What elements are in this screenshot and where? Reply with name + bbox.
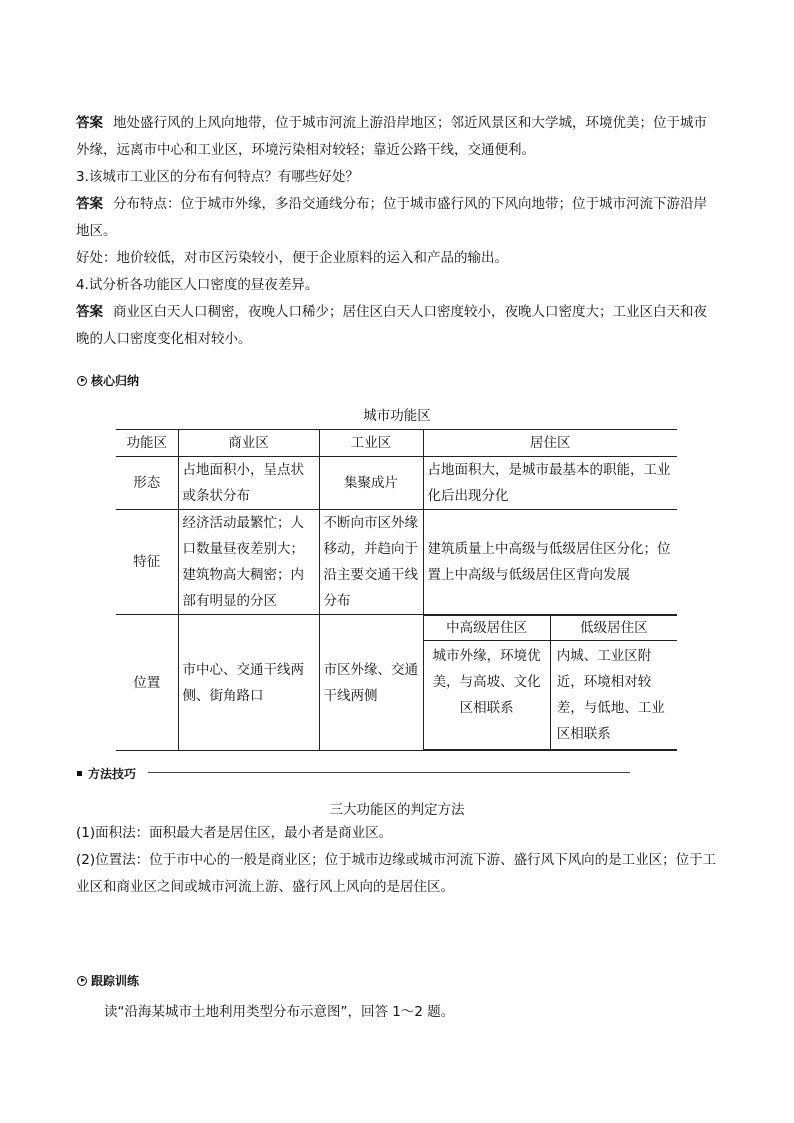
method-heading [77,765,136,782]
answer-3 [76,191,720,245]
table-row-form [116,457,677,510]
answer-4-text: 商业区白天人口稠密，夜晚人口稀少；居住区白天人口密度较小，夜晚人口密度大；工业区白天和夜晚的人口密度变化相对较小。 [76,304,707,347]
table-header-row [116,430,677,457]
answer-2-text: 地处盛行风的上风向地带，位于城市河流上游沿岸地区；邻近风景区和大学城，环境优美；位于城市外缘，远离市中心和工业区，环境污染相对较轻；靠近公路干线，交通便利。 [76,115,707,158]
core-summary-heading [77,372,139,389]
method-heading-label: 方法技巧 [88,767,137,781]
cell-feature-industrial: 不断向市区外缘移动，并趋向于沿主要交通干线分布 [319,510,423,615]
header-industrial: 工业区 [319,430,423,457]
cell-location-commercial: 市中心、交通干线两侧、街角路口 [178,615,319,751]
mid-high-residential-title: 中高级居住区 [424,616,551,641]
row-label-form: 形态 [116,457,178,510]
question-4: 4.试分析各功能区人口密度的昼夜差异。 [76,277,319,293]
header-zone: 功能区 [116,430,178,457]
answer-label: 答案 [76,304,103,320]
play-circle-icon [77,976,87,986]
row-label-feature: 特征 [116,510,178,615]
practice-intro: 读“沿海某城市土地利用类型分布示意图”，回答 1～2 题。 [104,1004,455,1020]
cell-feature-residential: 建筑质量上中高级与低级居住区分化；位置上中高级与低级居住区背向发展 [423,510,677,615]
cell-location-residential [423,615,677,751]
answer-3-text: 分布特点：位于城市外缘，多沿交通线分布；位于城市盛行风的下风向地带；位于城市河流下游沿岸地区。 [76,196,707,239]
table-title: 城市功能区 [363,408,431,424]
practice-heading-label: 跟踪训练 [91,974,140,988]
answer-4 [76,299,720,353]
answer-3-benefit: 好处：地价较低，对市区污染较小，便于企业原料的运入和产品的输出。 [76,250,508,266]
answer-2 [76,110,720,164]
row-label-location: 位置 [116,615,178,751]
table-row-location [116,615,677,751]
answer-label: 答案 [76,196,103,212]
answer-label: 答案 [76,115,103,131]
practice-heading [77,972,139,989]
method-title: 三大功能区的判定方法 [329,802,465,818]
play-circle-icon [77,376,87,386]
method-area: (1)面积法：面积最大者是居住区，最小者是商业区。 [76,825,393,841]
function-zone-table [116,429,677,751]
cell-form-residential: 占地面积大，是城市最基本的职能，工业化后出现分化 [423,457,677,510]
residential-subtable [424,615,678,750]
method-location: (2)位置法：位于市中心的一般是商业区；位于城市边缘或城市河流下游、盛行风下风向的是工业区；位于工业区和商业区之间或城市河流上游、盛行风上风向的是居住区。 [76,852,717,895]
cell-form-industrial: 集聚成片 [319,457,423,510]
header-residential: 居住区 [423,430,677,457]
question-3: 3.该城市工业区的分布有何特点？有哪些好处？ [76,169,359,185]
mid-high-residential-location: 城市外缘，环境优美，与高坡、文化区相联系 [424,641,551,750]
method-divider [148,772,630,773]
table-row-feature [116,510,677,615]
cell-form-commercial: 占地面积小，呈点状或条状分布 [178,457,319,510]
header-commercial: 商业区 [178,430,319,457]
square-bullet-icon [77,771,82,776]
low-residential-title: 低级居住区 [550,616,677,641]
core-summary-label: 核心归纳 [91,374,140,388]
cell-location-industrial: 市区外缘、交通干线两侧 [319,615,423,751]
low-residential-location: 内城、工业区附近，环境相对较差，与低地、工业区相联系 [550,641,677,750]
cell-feature-commercial: 经济活动最繁忙；人口数量昼夜差别大；建筑物高大稠密；内部有明显的分区 [178,510,319,615]
